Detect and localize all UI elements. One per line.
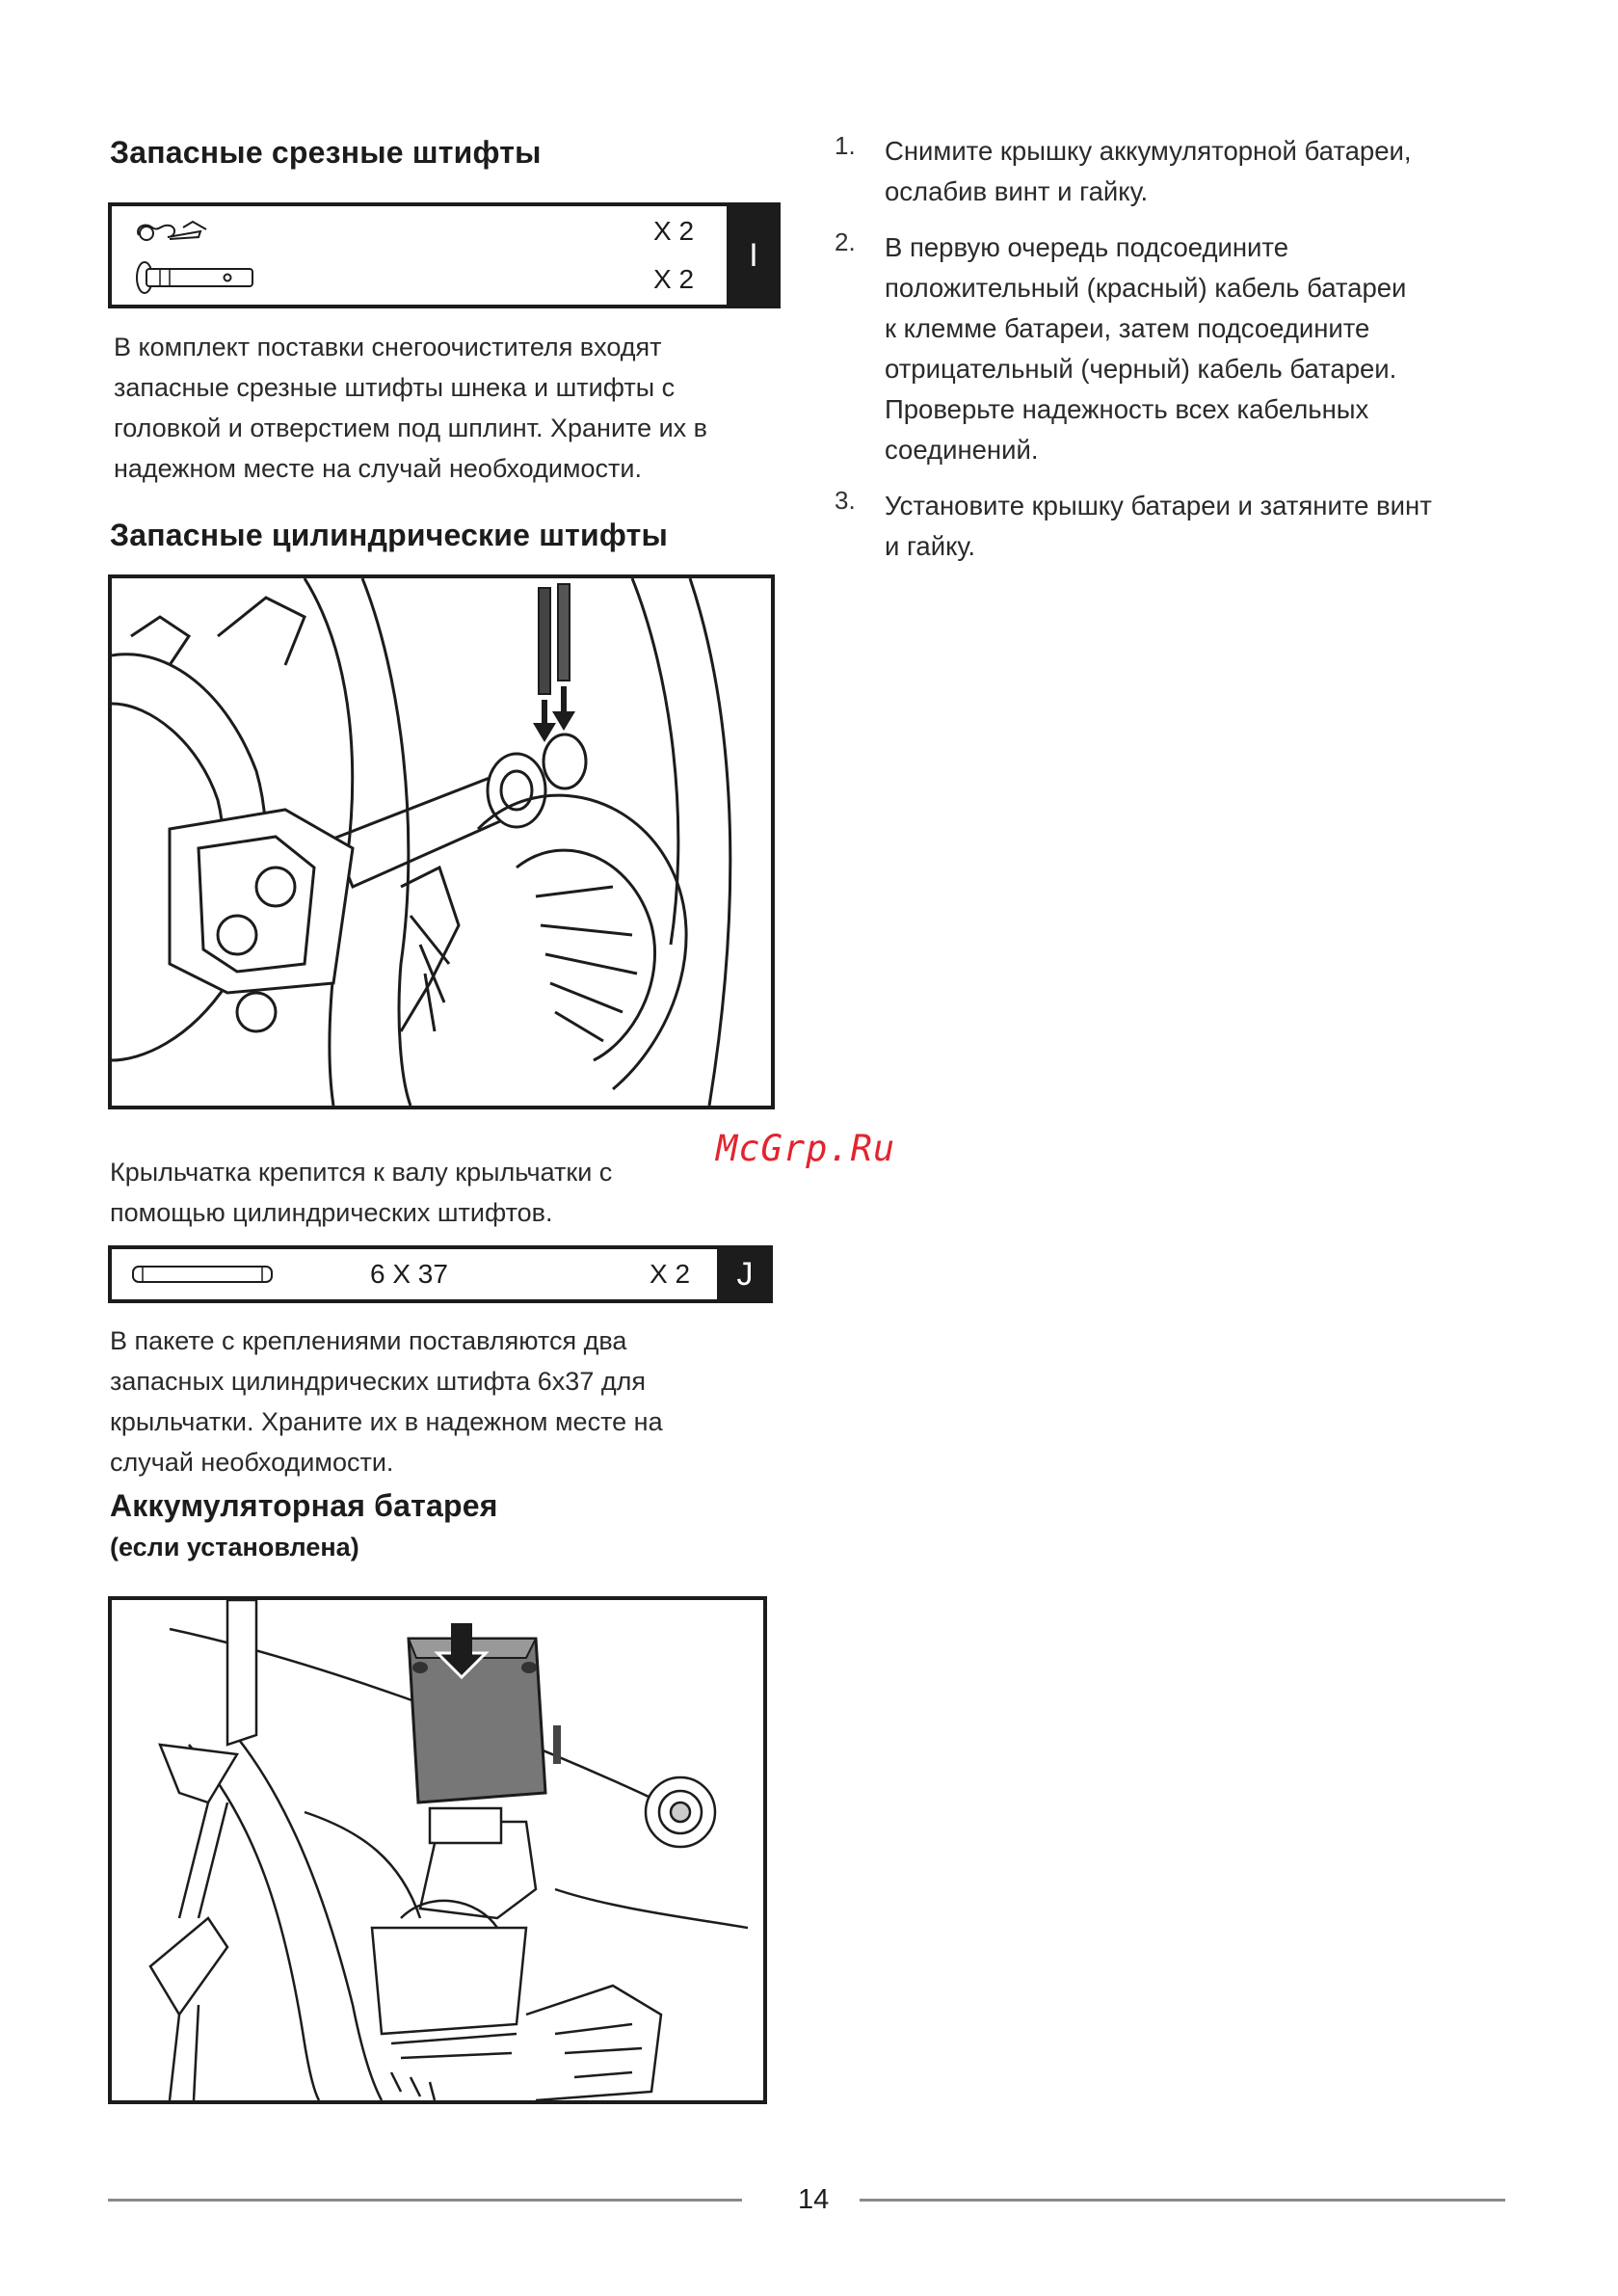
footer-rule-right <box>860 2199 1505 2202</box>
part-tag-j: J <box>717 1249 773 1299</box>
heading-battery: Аккумуляторная батарея <box>110 1488 498 1523</box>
cylindrical-pin-qty: X 2 <box>650 1259 691 1289</box>
step-3: 3. Установите крышку батареи и затяните винт и гайку. <box>835 486 1432 561</box>
impeller-pin-illustration <box>108 574 775 1109</box>
shear-pin-qty-1: X 2 <box>653 216 695 246</box>
cylindrical-pin-icon <box>131 1263 276 1291</box>
battery-subheading: (если установлена) <box>110 1533 359 1562</box>
watermark: McGrp.Ru <box>716 1128 896 1169</box>
cotter-pin-icon <box>133 218 229 252</box>
battery-steps-list <box>835 131 1528 582</box>
impeller-caption: Крыльчатка крепится к валу крыльчатки с помощью цилиндрических штифтов. <box>110 1158 613 1227</box>
cylindrical-pins-text: В пакете с креплениями поставляются два запасных цилиндрических штифта 6x37 для крыльчатки. Храните их в надежном месте на случай необходимости. <box>110 1326 663 1477</box>
heading-shear-pins: Запасные срезные штифты <box>110 135 542 170</box>
step-2: 2. В первую очередь подсоедините положительный (красный) кабель батареи к клемме батареи, затем подсоедините отрицательный (черный) кабель батареи. Проверьте надежность всех кабельных соединений. <box>835 227 1407 465</box>
heading-cylindrical-pins: Запасные цилиндрические штифты <box>110 518 669 552</box>
cylindrical-pin-size: 6 X 37 <box>370 1259 448 1289</box>
shear-pins-text: В комплект поставки снегоочистителя входят запасные срезные штифты шнека и штифты с головкой и отверстием под шплинт. Храните их в надежном месте на случай необходимости. <box>114 333 708 483</box>
shear-pin-qty-2: X 2 <box>653 264 695 294</box>
parts-box-shear-pins <box>108 202 781 308</box>
page-number: 14 <box>798 2184 830 2215</box>
clevis-pin-icon <box>131 258 266 302</box>
battery-illustration <box>108 1596 767 2104</box>
part-tag-i: I <box>727 206 781 305</box>
step-1: 1. Снимите крышку аккумуляторной батареи, ослабив винт и гайку. <box>835 131 1412 206</box>
footer-rule-left <box>108 2199 742 2202</box>
parts-box-cylindrical-pins <box>108 1245 773 1303</box>
